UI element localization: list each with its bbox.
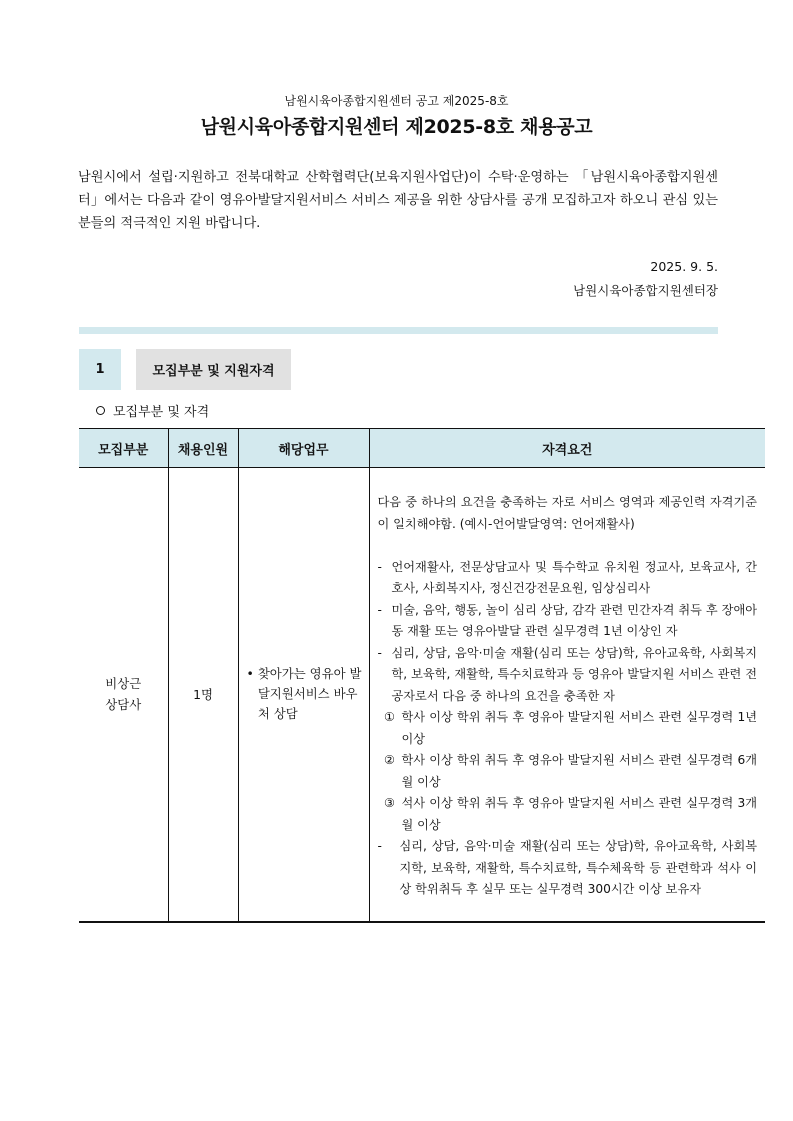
table-header-row — [79, 429, 765, 468]
circle-bullet-icon — [96, 406, 105, 415]
header-category: 모집부분 — [79, 429, 168, 468]
cell-category — [79, 468, 168, 922]
header-requirements: 자격요건 — [369, 429, 765, 468]
cell-duty — [238, 468, 369, 922]
subheading-text: 모집부분 및 자격 — [113, 405, 210, 420]
req-item-3-text: 심리, 상담, 음악·미술 재활(심리 또는 상담)학, 유아교육학, 사회복지학, 보육학, 재활학, 특수치료학과 등 영유아 발달지원 서비스 관련 전공자로서 다음 중 하나의 요건을 충족한 자 — [391, 645, 757, 703]
intro-paragraph — [78, 166, 718, 235]
section-subheading — [96, 401, 209, 420]
circled-number-2: ② — [384, 753, 395, 767]
page-title: 남원시육아종합지원센터 제2025-8호 채용공고 — [200, 116, 593, 138]
header-duty: 해당업무 — [238, 429, 369, 468]
req-sub-3-text: 석사 이상 학위 취득 후 영유아 발달지원 서비스 관련 실무경력 3개월 이상 — [401, 796, 757, 832]
category-line1: 비상근 — [105, 676, 142, 692]
circled-number-3: ③ — [384, 796, 395, 810]
req-item-3 — [378, 643, 758, 708]
req-item-4 — [378, 836, 758, 901]
dash-marker: - — [377, 645, 382, 660]
req-sub-3 — [378, 793, 758, 836]
circled-number-1: ① — [384, 710, 395, 724]
header-headcount: 채용인원 — [168, 429, 238, 468]
recruitment-table — [79, 428, 765, 923]
req-item-4-text: 심리, 상담, 음악·미술 재활(심리 또는 상담)학, 유아교육학, 사회복지학, 보육학, 재활학, 특수치료학, 특수체육학 등 관련학과 석사 이상 학위취득 후 실무 또는 실무경력 300시간 이상 보유자 — [399, 839, 757, 896]
req-item-1-text: 언어재활사, 전문상담교사 및 특수학교 유치원 정교사, 보육교사, 간호사, 사회복지사, 정신건강전문요원, 임상심리사 — [391, 559, 757, 595]
req-sub-1 — [378, 707, 758, 750]
req-sub-2-text: 학사 이상 학위 취득 후 영유아 발달지원 서비스 관련 실무경력 6개월 이상 — [401, 753, 757, 789]
dash-marker: - — [377, 839, 382, 853]
duty-text: 찾아가는 영유아 발달지원서비스 바우처 상담 — [257, 666, 362, 722]
dash-marker: - — [377, 602, 382, 617]
category-line2: 상담사 — [105, 697, 142, 713]
req-item-2-text: 미술, 음악, 행동, 놀이 심리 상담, 감각 관련 민간자격 취득 후 장애아동 재활 또는 영유아발달 관련 실무경력 1년 이상인 자 — [391, 602, 757, 638]
dash-marker: - — [377, 559, 382, 574]
section-title: 모집부분 및 지원자격 — [136, 349, 291, 390]
section-number: 1 — [79, 349, 121, 390]
notice-number: 남원시육아종합지원센터 공고 제2025-8호 — [284, 94, 509, 108]
notice-date: 2025. 9. 5. — [650, 259, 718, 274]
req-item-2 — [378, 600, 758, 643]
duty-bullet: • — [246, 666, 254, 682]
cell-headcount: 1명 — [168, 468, 238, 922]
req-intro: 다음 중 하나의 요건을 충족하는 자로 서비스 영역과 제공인력 자격기준이 일치해야함. (예시-언어발달영역: 언어재활사) — [377, 495, 757, 531]
table-row — [79, 468, 765, 922]
req-sub-2 — [378, 750, 758, 793]
intro-text: 남원시에서 설립·지원하고 전북대학교 산학협력단(보육지원사업단)이 수탁·운영하는 「남원시육아종합지원센터」에서는 다음과 같이 영유아발달지원서비스 서비스 제공을 위한 상담사를 공개 모집하고자 하오니 관심 있는 분들의 적극적인 지원 바랍니다. — [78, 170, 718, 231]
section-divider — [79, 327, 718, 334]
cell-requirements — [369, 468, 765, 922]
req-item-1 — [378, 557, 758, 600]
issuer-name: 남원시육아종합지원센터장 — [573, 283, 718, 298]
req-sub-1-text: 학사 이상 학위 취득 후 영유아 발달지원 서비스 관련 실무경력 1년 이상 — [401, 710, 757, 746]
